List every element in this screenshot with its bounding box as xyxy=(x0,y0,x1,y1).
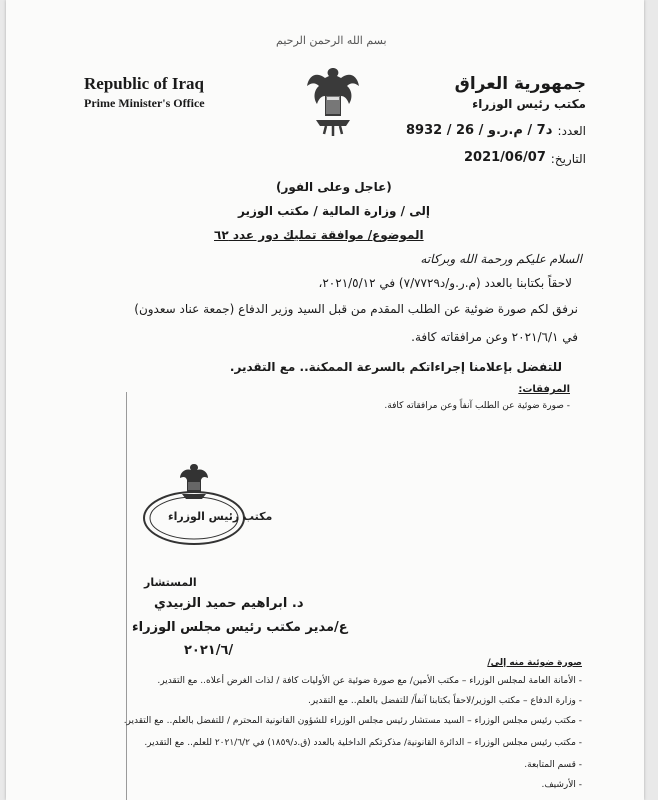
english-country-name: Republic of Iraq xyxy=(84,74,204,93)
greeting: السلام عليكم ورحمة الله وبركاته xyxy=(420,252,582,266)
stamp-text: مكتب رئيس الوزراء xyxy=(168,510,273,523)
cc-item: - وزارة الدفاع – مكتب الوزير/لاحقاً بكتابنا آنفاً/ للتفضل بالعلم.. مع التقدير. xyxy=(308,696,582,706)
subject-line: الموضوع/ موافقة تمليك دور عدد ٦٢ xyxy=(214,228,424,242)
reference-number: 8932 / 26 / د7 / م.ر.و xyxy=(406,123,553,138)
paragraph-line-2: نرفق لكم صورة ضوئية عن الطلب المقدم من قبل السيد وزير الدفاع (جمعة عناد سعدون) xyxy=(134,302,578,316)
cc-item: - الأمانة العامة لمجلس الوزراء – مكتب الأمين/ مع صورة ضوئية عن الأوليات كافة / لذات الغرض أعلاه.. مع التقدير. xyxy=(157,676,582,686)
arabic-office-name: مكتب رئيس الوزراء xyxy=(472,97,586,111)
recipient: إلى / وزارة المالية / مكتب الوزير xyxy=(238,204,430,218)
urgency-note: (عاجل وعلى الفور) xyxy=(276,180,392,194)
signature-date: ٢٠٢١/٦/ xyxy=(184,643,234,658)
cc-item: - مكتب رئيس مجلس الوزراء – السيد مستشار رئيس مجلس الوزراء للشؤون القانونية المحترم / للتفضل بالعلم.. مع التقدير. xyxy=(123,716,582,726)
signatory-title: ع/مدير مكتب رئيس مجلس الوزراء xyxy=(132,620,348,635)
bismillah: بسم الله الرحمن الرحيم xyxy=(276,34,387,47)
iraq-eagle-emblem-icon xyxy=(304,64,362,140)
cc-item: - مكتب رئيس مجلس الوزراء – الدائرة القانونية/ مذكرتكم الداخلية بالعدد (ق.د/١٨٥٩) في ٢٠٢١/٦/٢ للعلم.. مع التقدير. xyxy=(144,738,582,748)
attachments-heading: المرفقات: xyxy=(518,384,570,395)
cc-item: - الأرشيف. xyxy=(541,780,582,790)
cc-item: - قسم المتابعة. xyxy=(524,760,582,770)
office-stamp xyxy=(142,458,246,548)
signatory-name: د. ابراهيم حميد الزبيدي xyxy=(154,596,304,611)
closing-request: للتفضل بإعلامنا إجراءاتكم بالسرعة الممكنة.. مع التقدير. xyxy=(229,360,562,374)
arabic-country-name: جمهورية العراق xyxy=(454,74,586,94)
signature-label: المستشار xyxy=(144,576,197,589)
document-page xyxy=(6,0,644,800)
paragraph-line-1: لاحقاً بكتابنا بالعدد (م.ر.و/د٧/٧٧٢٩) في ٢٠٢١/٥/١٢، xyxy=(318,276,572,290)
cc-heading: صورة ضوئية منه إلى/ xyxy=(487,658,582,668)
letter-date: 2021/06/07 xyxy=(464,150,546,165)
reference-number-label: العدد: xyxy=(557,124,586,138)
english-office-name: Prime Minister's Office xyxy=(84,96,205,110)
attachment-item: - صورة ضوئية عن الطلب آنفاً وعن مرافقاته كافة. xyxy=(384,401,570,411)
paragraph-line-3: في ٢٠٢١/٦/١ وعن مرافقاته كافة. xyxy=(411,330,578,344)
date-label: التاريخ: xyxy=(550,152,586,166)
